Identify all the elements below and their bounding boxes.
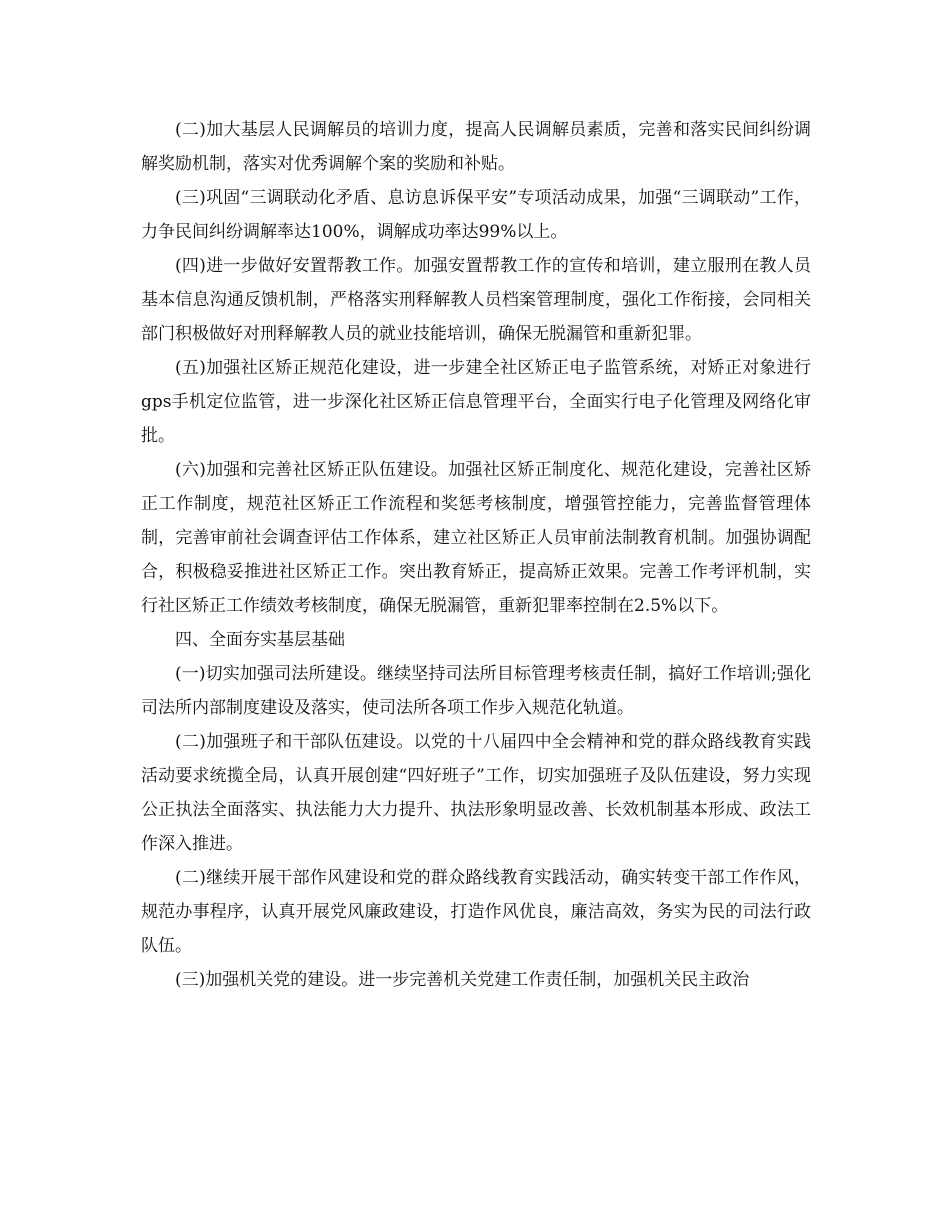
paragraph-judicial-office-construction: (一)切实加强司法所建设。继续坚持司法所目标管理考核责任制，搞好工作培训;强化司法所内部制度建设及落实，使司法所各项工作步入规范化轨道。: [141, 664, 811, 718]
section-heading-grassroots: 四、全面夯实基层基础: [175, 630, 345, 650]
paragraph-leadership-team-building: (二)加强班子和干部队伍建设。以党的十八届四中全会精神和党的群众路线教育实践活动要求统揽全局，认真开展创建“四好班子”工作，切实加强班子及队伍建设，努力实现公正执法全面落实、执法能力大力提升、执法形象明显改善、长效机制基本形成、政法工作深入推进。: [141, 732, 811, 854]
paragraph-party-building: (三)加强机关党的建设。进一步完善机关党建工作责任制，加强机关民主政治: [175, 970, 750, 990]
paragraph-three-mediation-linkage: (三)巩固“三调联动化矛盾、息访息诉保平安”专项活动成果，加强“三调联动”工作，力争民间纠纷调解率达100%，调解成功率达99%以上。: [141, 188, 811, 242]
document-body: [141, 113, 811, 997]
paragraph-mediator-training: (二)加大基层人民调解员的培训力度，提高人民调解员素质，完善和落实民间纠纷调解奖励机制，落实对优秀调解个案的奖励和补贴。: [141, 120, 811, 174]
paragraph-community-correction-team: (六)加强和完善社区矫正队伍建设。加强社区矫正制度化、规范化建设，完善社区矫正工作制度，规范社区矫正工作流程和奖惩考核制度，增强管控能力，完善监督管理体制，完善审前社会调查评估工作体系，建立社区矫正人员审前法制教育机制。加强协调配合，积极稳妥推进社区矫正工作。突出教育矫正，提高矫正效果。完善工作考评机制，实行社区矫正工作绩效考核制度，确保无脱漏管，重新犯罪率控制在2.5%以下。: [141, 460, 811, 616]
paragraph-cadre-style-building: (二)继续开展干部作风建设和党的群众路线教育实践活动，确实转变干部工作作风，规范办事程序，认真开展党风廉政建设，打造作风优良，廉洁高效，务实为民的司法行政队伍。: [141, 868, 811, 956]
paragraph-community-correction-standardization: (五)加强社区矫正规范化建设，进一步建全社区矫正电子监管系统，对矫正对象进行gps手机定位监管，进一步深化社区矫正信息管理平台，全面实行电子化管理及网络化审批。: [141, 358, 811, 446]
paragraph-resettlement-education: (四)进一步做好安置帮教工作。加强安置帮教工作的宣传和培训，建立服刑在教人员基本信息沟通反馈机制，严格落实刑释解教人员档案管理制度，强化工作衔接，会同相关部门积极做好对刑释解教人员的就业技能培训，确保无脱漏管和重新犯罪。: [141, 256, 811, 344]
